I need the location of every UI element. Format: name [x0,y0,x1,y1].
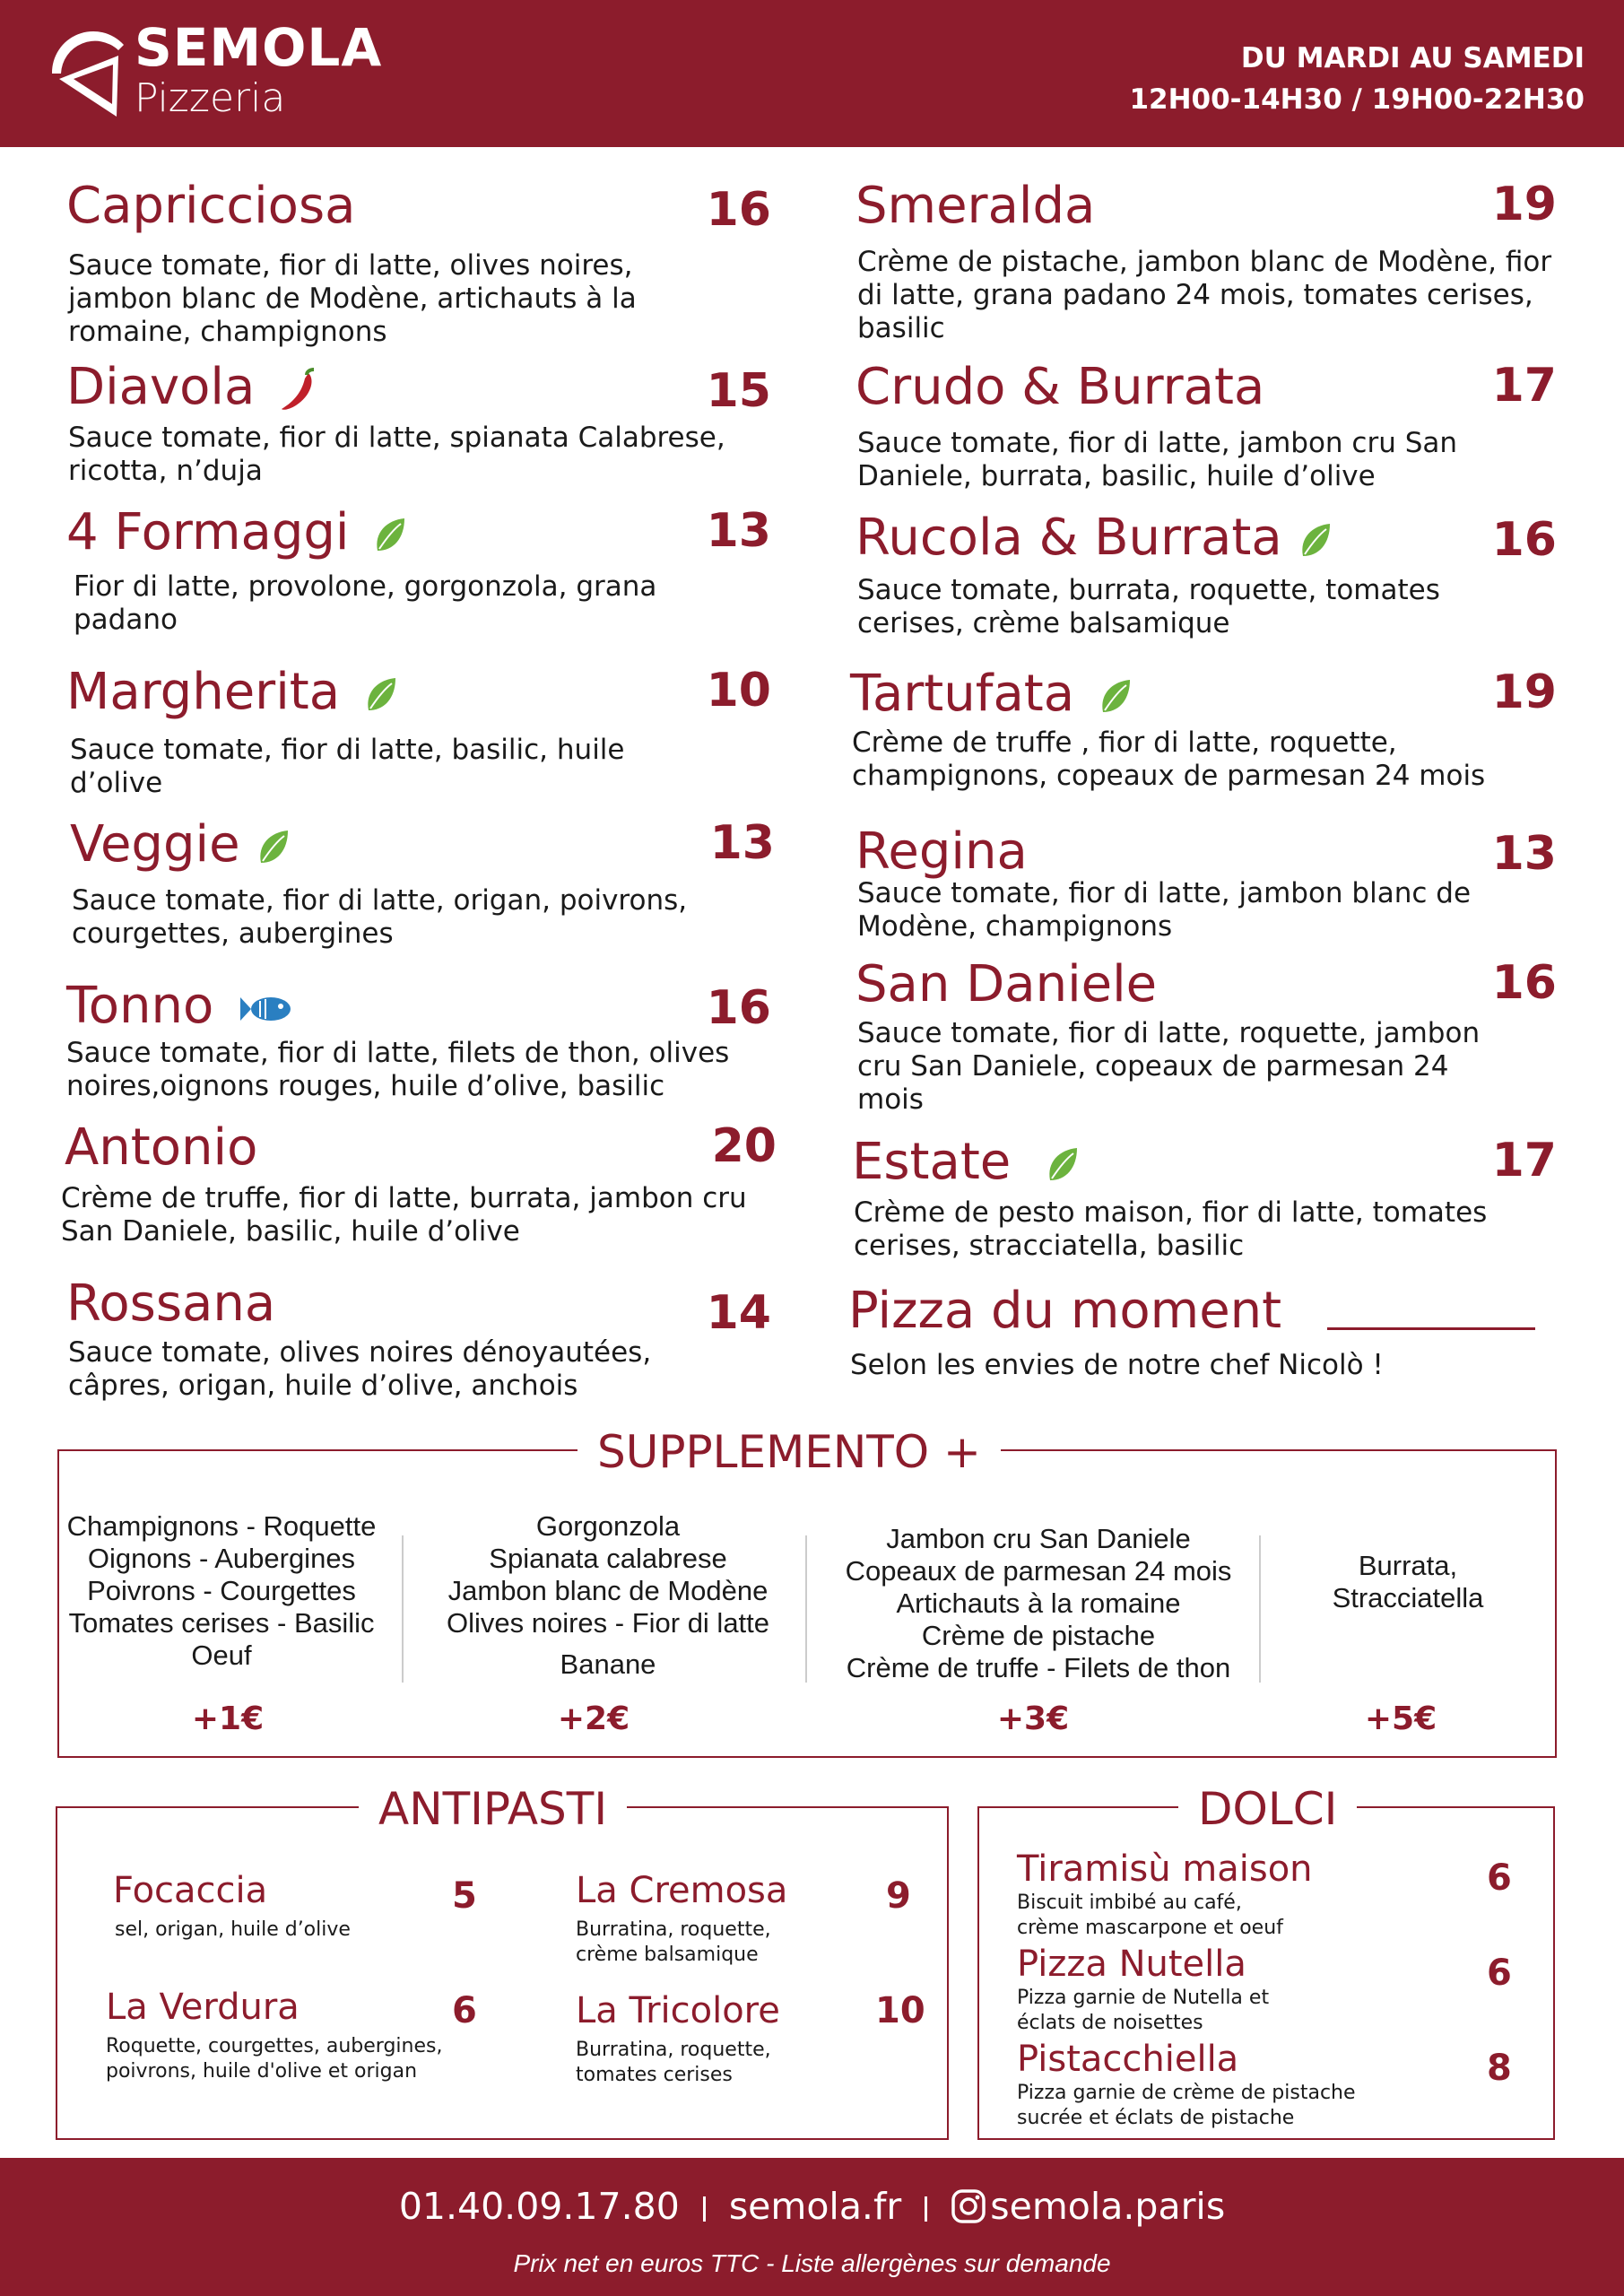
separator [703,2196,706,2222]
supplement-group-2 [411,1510,805,1681]
pizza-description: Sauce tomate, fior di latte, olives noires, jambon blanc de Modène, artichauts à la romaine, champignons [68,249,637,348]
supplement-price: +3€ [996,1700,1070,1737]
dish-name: Pistacchiella [1017,2039,1239,2080]
pizza-name: Antonio [65,1118,258,1177]
dish-description: Biscuit imbibé au café, crème mascarpone et oeuf [1017,1892,1283,1939]
pizza-description: Crème de pesto maison, fior di latte, tomates cerises, stracciatella, basilic [854,1196,1488,1262]
supplements-title: SUPPLEMENTO + [578,1430,1001,1474]
pizza-description: Sauce tomate, fior di latte, basilic, huile d’olive [70,734,625,799]
pizza-price: 19 [1491,178,1557,231]
pizza-price: 17 [1491,359,1557,413]
antipasti-title: ANTIPASTI [359,1787,627,1831]
dish-description: Burratina, roquette, tomates cerises [576,2039,771,2086]
pizza-description: Sauce tomate, fior di latte, jambon blanc de Modène, champignons [857,877,1472,943]
pizza-price: 19 [1491,665,1557,719]
supplement-group-1 [66,1510,377,1672]
dish-description: Roquette, courgettes, aubergines, poivrons, huile d'olive et origan [106,2035,443,2083]
supplement-item: Copeaux de parmesan 24 mois [845,1555,1232,1587]
pizza-description: Sauce tomate, fior di latte, roquette, jambon cru San Daniele, copeaux de parmesan 24 mois [857,1017,1481,1116]
dish-price: 9 [886,1875,911,1917]
pizza-description: Crème de truffe , fior di latte, roquette, champignons, copeaux de parmesan 24 mois [852,726,1486,792]
column-divider [402,1535,404,1683]
pizza-price: 13 [1491,827,1557,881]
contact-line [0,2185,1624,2228]
leaf-icon [1099,678,1132,716]
pizza-price: 20 [711,1119,777,1173]
dish-price: 6 [452,1990,477,2031]
pizza-price: 10 [706,664,771,718]
antipasto-la-verdura [106,1989,465,2084]
pizza-description: Crème de pistache, jambon blanc de Modène, fior di latte, grana padano 24 mois, tomates cerises, basilic [857,246,1552,344]
dish-name: Focaccia [113,1870,268,1911]
dish-price: 6 [1487,1857,1512,1899]
dish-description: Burratina, roquette, crème balsamique [576,1918,771,1966]
leaf-icon [1299,522,1332,560]
dish-name: La Cremosa [576,1870,788,1911]
supplement-item: Olives noires - Fior di latte [446,1607,770,1639]
pizza-name: Crudo & Burrata [855,358,1265,416]
supplement-price: +5€ [1364,1700,1437,1737]
pizza-name: Regina [855,822,1028,881]
pizza-name: Veggie [70,815,240,874]
supplement-group-3 [814,1523,1263,1684]
separator [925,2196,927,2222]
instagram-icon [951,2188,986,2224]
supplement-item: Burrata, [1358,1550,1458,1581]
pizza-price: 16 [1491,513,1557,567]
supplement-item: Banane [560,1648,656,1680]
pizza-description: Fior di latte, provolone, gorgonzola, grana padano [74,570,657,636]
website-link[interactable]: semola.fr [728,2185,902,2228]
pizza-name: San Daniele [855,955,1158,1013]
antipasto-la-tricolore [576,1990,863,2088]
supplement-item: Oeuf [191,1639,252,1671]
legal-notice: Prix net en euros TTC - Liste allergènes sur demande [513,2249,1111,2277]
supplement-item: Spianata calabrese [489,1543,727,1574]
column-divider [805,1535,807,1683]
dish-price: 6 [1487,1952,1512,1994]
pizza-name: Margherita [66,663,341,721]
pizza-description: Sauce tomate, olives noires dénoyautées, câpres, origan, huile d’olive, anchois [68,1336,652,1402]
pizza-price: 14 [706,1286,771,1340]
pizza-name: Tonno [66,977,214,1035]
opening-times: 12H00-14H30 / 19H00-22H30 [1129,83,1585,116]
dish-name: La Verdura [106,1987,300,2028]
pizza-description: Sauce tomate, burrata, roquette, tomates cerises, crème balsamique [857,574,1440,639]
supplement-item: Stracciatella [1332,1582,1484,1613]
instagram-handle[interactable]: semola.paris [990,2185,1226,2228]
footer [0,2158,1624,2296]
dish-description: Pizza garnie de crème de pistache sucrée et éclats de pistache [1017,2082,1356,2129]
supplement-group-4 [1268,1550,1548,1614]
pizza-price: 15 [706,364,771,418]
dish-name: Tiramisù maison [1017,1848,1313,1890]
pizza-price: 13 [709,816,775,870]
phone-number[interactable]: 01.40.09.17.80 [398,2185,680,2228]
supplement-item: Jambon cru San Daniele [886,1523,1191,1554]
logo-icon [47,23,136,124]
dolci-title: DOLCI [1178,1787,1357,1831]
opening-days: DU MARDI AU SAMEDI [1240,42,1585,74]
dish-description: sel, origan, huile d’olive [115,1918,351,1941]
pizza-description: Sauce tomate, fior di latte, origan, poivrons, courgettes, aubergines [72,884,688,950]
pizza-price: 16 [1491,956,1557,1010]
supplement-item: Crème de pistache [921,1620,1156,1651]
dolce-pistacchiella [1017,2041,1429,2131]
brand-name: SEMOLA [135,17,383,78]
dish-description: Pizza garnie de Nutella et éclats de noisettes [1017,1987,1270,2034]
pizza-name: Capricciosa [66,177,356,235]
pizza-description: Crème de truffe, fior di latte, burrata, jambon cru San Daniele, basilic, huile d’olive [61,1182,747,1248]
dish-name: Pizza Nutella [1017,1944,1246,1985]
pizza-price: 13 [706,504,771,558]
dish-price: 5 [452,1875,477,1917]
pizza-name: Pizza du moment [848,1282,1282,1340]
leaf-icon [365,676,397,714]
dish-name: La Tricolore [576,1990,780,2031]
supplement-item: Gorgonzola [535,1510,681,1542]
column-divider [1259,1535,1261,1683]
pizza-description: Selon les envies de notre chef Nicolò ! [850,1349,1384,1381]
brand-subtitle: Pizzeria [135,75,286,121]
supplement-item: Poivrons - Courgettes [87,1575,356,1606]
supplement-item: Crème de truffe - Filets de thon [846,1652,1231,1683]
pizza-name: 4 Formaggi [66,503,350,561]
antipasto-la-cremosa [576,1870,863,1968]
dolce-pizza-nutella [1017,1946,1429,2036]
dish-price: 8 [1487,2048,1512,2089]
antipasti-box [56,1806,949,2140]
pizza-description: Sauce tomate, fior di latte, filets de thon, olives noires,oignons rouges, huile d’olive, basilic [66,1037,730,1102]
leaf-icon [374,517,406,554]
opening-hours [1129,38,1585,120]
supplement-price: +2€ [557,1700,630,1737]
pizza-price: 16 [706,183,771,237]
supplement-item: Jambon blanc de Modène [447,1575,769,1606]
pizza-name: Rossana [66,1274,276,1333]
pizza-name: Diavola [66,358,256,416]
dolce-tiramisu [1017,1848,1429,1941]
pizza-price: 16 [706,981,771,1035]
pizza-name: Tartufata [850,665,1075,723]
fish-icon [239,994,292,1024]
supplement-item: Oignons - Aubergines [87,1543,356,1574]
chili-icon [280,368,317,413]
divider-line [1327,1327,1535,1330]
dish-price: 10 [875,1990,925,2031]
leaf-icon [257,829,290,866]
pizza-name: Rucola & Burrata [855,509,1282,567]
antipasto-focaccia [113,1870,454,1943]
leaf-icon [1046,1146,1079,1184]
pizza-name: Estate [852,1133,1012,1191]
pizza-price: 17 [1491,1134,1557,1187]
pizza-name: Smeralda [855,177,1096,235]
header [0,0,1624,147]
pizza-description: Sauce tomate, fior di latte, spianata Calabrese, ricotta, n’duja [68,422,725,487]
supplement-item: Artichauts à la romaine [896,1587,1181,1619]
pizza-description: Sauce tomate, fior di latte, jambon cru San Daniele, burrata, basilic, huile d’olive [857,427,1458,492]
supplement-item: Tomates cerises - Basilic [68,1607,375,1639]
supplement-price: +1€ [191,1700,265,1737]
supplement-item: Champignons - Roquette [66,1510,377,1542]
